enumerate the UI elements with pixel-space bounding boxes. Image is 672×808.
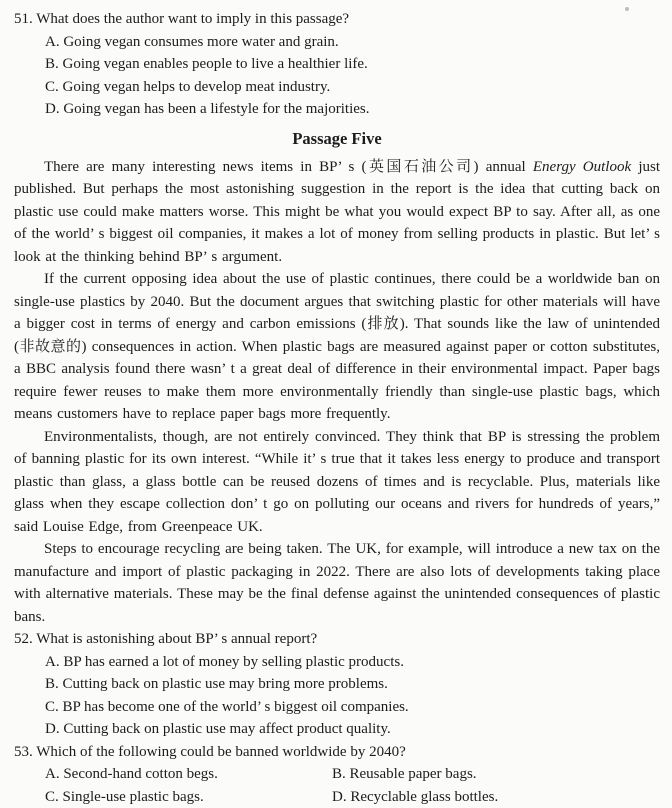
question-52-text: What is astonishing about BP’ s annual report?: [36, 631, 317, 647]
passage-paragraph-1: [14, 156, 660, 269]
passage-title: Passage Five: [14, 128, 660, 150]
passage-paragraph-3: Environmentalists, though, are not entirely convinced. They think that BP is stressing the problem of banning plastic for its own interest. “While it’ s true that it takes less energy to produce and transport plastic than glass, a glass bottle can be reused dozens of times and is recyclable. Plus, materials like glass when they escape collection don’ t go on polluting our oceans and rivers for hundreds of years,” said Louise Edge, from Greenpeace UK.: [14, 426, 660, 539]
question-51-options: [14, 31, 660, 121]
paragraph-1-text-after: just published. But perhaps the most astonishing suggestion in the report is the idea that cutting back on plastic use could make matters worse. This might be what you would expect BP to say. After all, as one of the world’ s biggest oil companies, it makes a lot of money from selling products in plastic. But let’ s look at the thinking behind BP’ s argument.: [14, 159, 660, 265]
question-52-number: 52.: [14, 631, 33, 647]
question-51-option-d: D. Going vegan has been a lifestyle for the majorities.: [45, 98, 660, 121]
question-51: [14, 8, 660, 121]
question-51-stem: [14, 8, 660, 31]
question-53-option-c: C. Single-use plastic bags.: [45, 786, 332, 808]
scan-speck: [625, 7, 629, 11]
question-53-option-d: D. Recyclable glass bottles.: [332, 786, 660, 808]
question-51-option-c: C. Going vegan helps to develop meat industry.: [45, 76, 660, 99]
question-53-number: 53.: [14, 744, 33, 760]
question-52-stem: [14, 628, 660, 651]
question-53-option-a: A. Second-hand cotton begs.: [45, 763, 332, 786]
question-51-number: 51.: [14, 11, 33, 27]
question-53-option-b: B. Reusable paper bags.: [332, 763, 660, 786]
question-52-option-a: A. BP has earned a lot of money by selling plastic products.: [45, 651, 660, 674]
question-52-options: [14, 651, 660, 741]
question-53-text: Which of the following could be banned worldwide by 2040?: [36, 744, 406, 760]
question-53: [14, 741, 660, 808]
question-51-option-b: B. Going vegan enables people to live a healthier life.: [45, 53, 660, 76]
passage-paragraph-4: Steps to encourage recycling are being taken. The UK, for example, will introduce a new tax on the manufacture and import of plastic packaging in 2022. There are also lots of developments taking place with alternative materials. These may be the final defense against the unintended consequences of plastic bans.: [14, 538, 660, 628]
question-52-option-b: B. Cutting back on plastic use may bring more problems.: [45, 673, 660, 696]
question-51-text: What does the author want to imply in this passage?: [36, 11, 349, 27]
question-51-option-a: A. Going vegan consumes more water and grain.: [45, 31, 660, 54]
question-53-options: [14, 763, 660, 808]
passage-paragraph-2: If the current opposing idea about the use of plastic continues, there could be a worldwide ban on single-use plastics by 2040. But the document argues that switching plastic for other materials will have a bigger cost in terms of energy and carbon emissions (排放). That sounds like the law of unintended (非故意的) consequences in action. When plastic bags are measured against paper or cotton substitutes, a BBC analysis found there wasn’ t a great deal of difference in their environmental impact. Paper bags require fewer reuses to make them more environmentally friendly than single-use plastic bags, which means customers have to replace paper bags more frequently.: [14, 268, 660, 426]
paragraph-1-text-before: There are many interesting news items in BP’ s (英国石油公司) annual: [44, 159, 533, 175]
question-52: [14, 628, 660, 741]
question-52-option-c: C. BP has become one of the world’ s biggest oil companies.: [45, 696, 660, 719]
question-52-option-d: D. Cutting back on plastic use may affect product quality.: [45, 718, 660, 741]
question-53-stem: [14, 741, 660, 764]
publication-name: Energy Outlook: [533, 159, 631, 175]
